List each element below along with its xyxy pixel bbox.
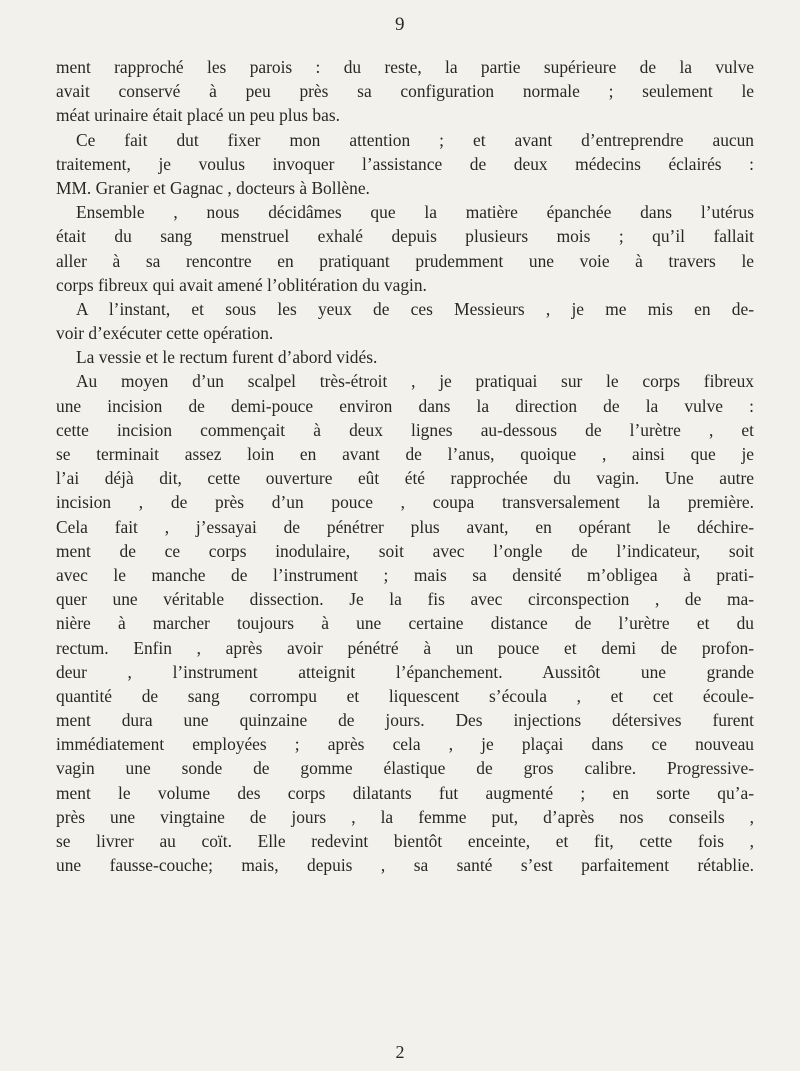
text-line: ment dura une quinzaine de jours. Des injections détersives furent: [56, 710, 754, 731]
text-line: MM. Granier et Gagnac , docteurs à Bollène.: [56, 177, 370, 198]
text-line: Cela fait , j’essayai de pénétrer plus avant, en opérant le déchire-: [56, 516, 754, 537]
text-line: corps fibreux qui avait amené l’oblitération du vagin.: [56, 274, 427, 295]
text-line: ment rapproché les parois : du reste, la partie supérieure de la vulve: [56, 57, 754, 77]
text-line: La vessie et le rectum furent d’abord vidés.: [76, 347, 378, 368]
text-line: avec le manche de l’instrument ; mais sa densité m’obligea à prati-: [56, 564, 754, 585]
text-line: incision , de près d’un pouce , coupa transversalement la première.: [56, 492, 754, 513]
text-line: ment le volume des corps dilatants fut augmenté ; en sorte qu’a-: [56, 782, 754, 803]
text-line: une incision de demi-pouce environ dans la direction de la vulve :: [56, 395, 754, 416]
text-line: ment de ce corps inodulaire, soit avec l’ongle de l’indicateur, soit: [56, 540, 754, 561]
text-line: près une vingtaine de jours , la femme put, d’après nos conseils ,: [56, 806, 754, 827]
text-line: avait conservé à peu près sa configuration normale ; seulement le: [56, 81, 754, 102]
text-line: voir d’exécuter cette opération.: [56, 323, 274, 344]
signature-mark: 2: [395, 1042, 405, 1062]
text-line: l’ai déjà dit, cette ouverture eût été rapprochée du vagin. Une autre: [56, 468, 754, 489]
text-line: Ce fait dut fixer mon attention ; et avant d’entreprendre aucun: [76, 129, 754, 150]
text-line: méat urinaire était placé un peu plus bas.: [56, 105, 340, 126]
text-line: quantité de sang corrompu et liquescent s’écoula , et cet écoule-: [56, 685, 754, 706]
text-line: une fausse-couche; mais, depuis , sa santé s’est parfaitement rétablie.: [56, 855, 754, 876]
text-line: A l’instant, et sous les yeux de ces Messieurs , je me mis en de-: [76, 298, 754, 319]
text-line: se livrer au coït. Elle redevint bientôt enceinte, et fit, cette fois ,: [56, 831, 754, 851]
text-line: Ensemble , nous décidâmes que la matière épanchée dans l’utérus: [76, 202, 754, 223]
text-line: nière à marcher toujours à une certaine distance de l’urètre et du: [56, 613, 754, 634]
text-line: quer une véritable dissection. Je la fis avec circonspection , de ma-: [56, 589, 754, 610]
text-line: traitement, je voulus invoquer l’assistance de deux médecins éclairés :: [56, 153, 754, 174]
text-line: aller à sa rencontre en pratiquant prudemment une voie à travers le: [56, 250, 754, 271]
text-line: cette incision commençait à deux lignes au-dessous de l’urètre , et: [56, 419, 754, 440]
body-text: [56, 55, 754, 877]
text-line: se terminait assez loin en avant de l’anus, quoique , ainsi que je: [56, 444, 754, 464]
text-line: deur , l’instrument atteignit l’épanchement. Aussitôt une grande: [56, 661, 754, 682]
text-line: était du sang menstruel exhalé depuis plusieurs mois ; qu’il fallait: [56, 226, 754, 247]
page-number: 9: [395, 14, 405, 35]
text-line: Au moyen d’un scalpel très-étroit , je pratiquai sur le corps fibreux: [76, 371, 754, 392]
text-line: vagin une sonde de gomme élastique de gros calibre. Progressive-: [56, 758, 754, 779]
text-line: immédiatement employées ; après cela , je plaçai dans ce nouveau: [56, 734, 754, 755]
text-line: rectum. Enfin , après avoir pénétré à un pouce et demi de profon-: [56, 637, 754, 658]
